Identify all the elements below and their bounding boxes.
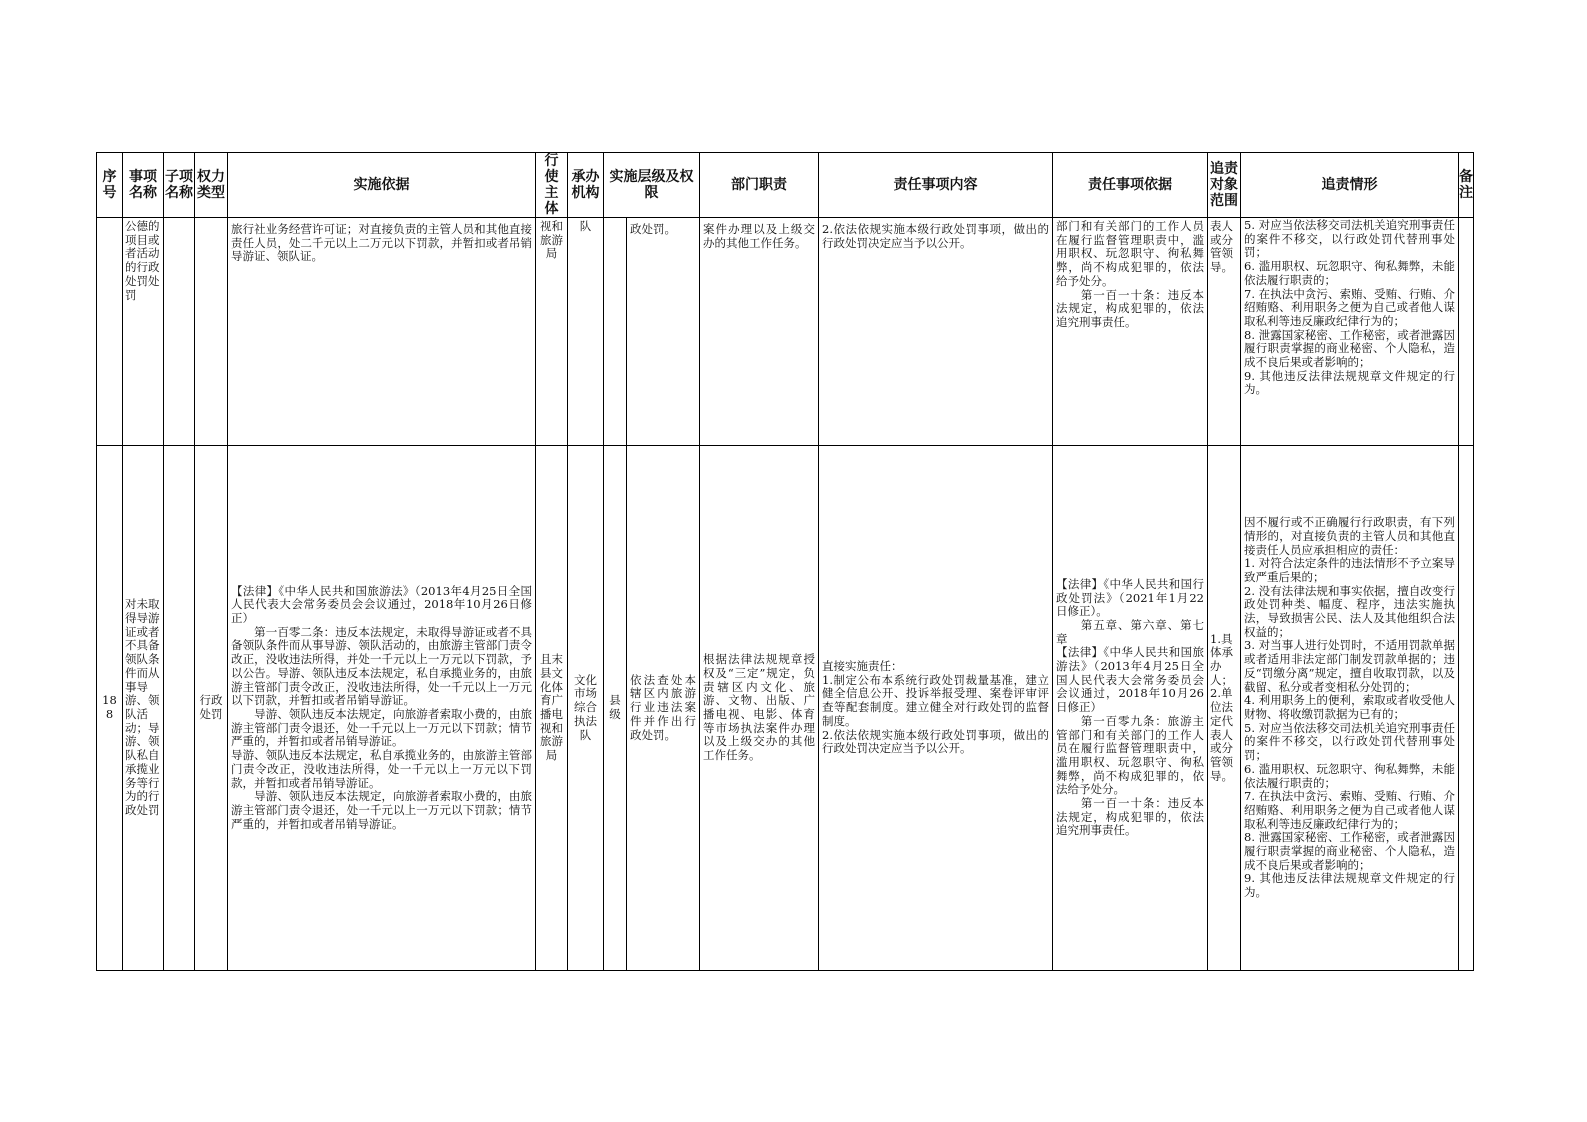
header-level-authority: 实施层级及权限 bbox=[604, 153, 700, 218]
cell-level: 县级 bbox=[604, 446, 627, 971]
cell-duties: 根据法律法规规章授权及“三定”规定，负责辖区内文化、旅游、文物、出版、广播电视、电影、体育等市场执法案件办理以及上级交办的其他工作任务。 bbox=[700, 446, 819, 971]
cell-accountability-scope: 表人或分管领导。 bbox=[1208, 218, 1241, 446]
power-list-table bbox=[96, 152, 1474, 971]
cell-authority: 依法查处本辖区内旅游行业违法案件并作出行政处罚。 bbox=[627, 446, 700, 971]
cell-accountability-cases: 因不履行或不正确履行行政职责，有下列情形的，对直接负责的主管人员和其他直接责任人员应承担相应的责任： 1. 对符合法定条件的违法情形不予立案导致严重后果的； 2. 没有法律法规和事实依据，擅自改变行政处罚种类、幅度、程序，违法实施执法，导致损害公民、法人及其他组织合法权益的； 3. 对当事人进行处罚时，不适用罚款单据或者适用非法定部门制发罚款单据的；违反“罚缴分离”规定，擅自收取罚款，以及截留、私分或者变相私分处罚的； 4. 利用职务上的便利，索取或者收受他人财物、将收缴罚款据为已有的； 5. 对应当依法移交司法机关追究刑事责任的案件不移交，以行政处罚代替刑事处罚； 6. 滥用职权、玩忽职守、徇私舞弊，未能依法履行职责的； 7. 在执法中贪污、索贿、受贿、行贿、介绍贿赂、利用职务之便为自己或者他人谋取私利等违反廉政纪律行为的； 8. 泄露国家秘密、工作秘密，或者泄露因履行职责掌握的商业秘密、个人隐私，造成不良后果或者影响的； 9. 其他违反法律法规规章文件规定的行为。 bbox=[1241, 446, 1459, 971]
header-accountability-cases: 追责情形 bbox=[1241, 153, 1459, 218]
cell-responsibility: 直接实施责任： 1.制定公布本系统行政处罚裁量基准，建立健全信息公开、投诉举报受理、案卷评审评查等配套制度。建立健全对行政处罚的监督制度。 2.依法依规实施本级行政处罚事项，做出的行政处罚决定应当予以公开。 bbox=[819, 446, 1053, 971]
cell-power-type bbox=[195, 218, 228, 446]
header-undertaker: 承办机构 bbox=[568, 153, 604, 218]
cell-sub-item bbox=[164, 446, 195, 971]
header-seq: 序号 bbox=[97, 153, 123, 218]
header-remarks: 备注 bbox=[1459, 153, 1474, 218]
cell-seq bbox=[97, 218, 123, 446]
cell-seq: 188 bbox=[97, 446, 123, 971]
cell-remarks bbox=[1459, 446, 1474, 971]
cell-accountability-cases: 5. 对应当依法移交司法机关追究刑事责任的案件不移交，以行政处罚代替刑事处罚； 6. 滥用职权、玩忽职守、徇私舞弊，未能依法履行职责的； 7. 在执法中贪污、索贿、受贿、行贿、介绍贿赂、利用职务之便为自己或者他人谋取私利等违反廉政纪律行为的； 8. 泄露国家秘密、工作秘密，或者泄露因履行职责掌握的商业秘密、个人隐私，造成不良后果或者影响的； 9. 其他违反法律法规规章文件规定的行为。 bbox=[1241, 218, 1459, 446]
cell-duties: 案件办理以及上级交办的其他工作任务。 bbox=[700, 218, 819, 446]
header-subject: 行使主体 bbox=[536, 153, 568, 218]
cell-remarks bbox=[1459, 218, 1474, 446]
header-power-type: 权力类型 bbox=[195, 153, 228, 218]
table-row bbox=[97, 218, 1474, 446]
cell-authority: 政处罚。 bbox=[627, 218, 700, 446]
cell-level bbox=[604, 218, 627, 446]
table-row bbox=[97, 446, 1474, 971]
cell-undertaker: 队 bbox=[568, 218, 604, 446]
cell-undertaker: 文化市场综合执法队 bbox=[568, 446, 604, 971]
cell-subject: 视和旅游局 bbox=[536, 218, 568, 446]
cell-basis: 【法律】《中华人民共和国旅游法》（2013年4月25日全国人民代表大会常务委员会会议通过，2018年10月26日修正） 第一百零二条：违反本法规定，未取得导游证或者不具备领队条件而从事导游、领队活动的，由旅游主管部门责令改正，没收违法所得，并处一千元以上一万元以下罚款，予以公告。导游、领队违反本法规定，私自承揽业务的，由旅游主管部门责令改正，没收违法所得，处一千元以上一万元以下罚款，并暂扣或者吊销导游证。 导游、领队违反本法规定，向旅游者索取小费的，由旅游主管部门责令退还，处一千元以上一万元以下罚款；情节严重的，并暂扣或者吊销导游证。 导游、领队违反本法规定，私自承揽业务的，由旅游主管部门责令改正，没收违法所得，处一千元以上一万元以下罚款，并暂扣或者吊销导游证。 导游、领队违反本法规定，向旅游者索取小费的，由旅游主管部门责令退还，处一千元以上一万元以下罚款；情节严重的，并暂扣或者吊销导游证。 bbox=[228, 446, 536, 971]
cell-power-type: 行政处罚 bbox=[195, 446, 228, 971]
header-accountability-scope: 追责对象范围 bbox=[1208, 153, 1241, 218]
header-responsibility-basis: 责任事项依据 bbox=[1053, 153, 1208, 218]
header-item-name: 事项名称 bbox=[123, 153, 164, 218]
cell-accountability-scope: 1.具体承办人； 2.单位法定代表人或分管领导。 bbox=[1208, 446, 1241, 971]
header-responsibility: 责任事项内容 bbox=[819, 153, 1053, 218]
cell-basis: 旅行社业务经营许可证；对直接负责的主管人员和其他直接责任人员，处二千元以上二万元以下罚款，并暂扣或者吊销导游证、领队证。 bbox=[228, 218, 536, 446]
cell-sub-item bbox=[164, 218, 195, 446]
header-duties: 部门职责 bbox=[700, 153, 819, 218]
cell-item-name: 对未取得导游证或者不具备领队条件而从事导游、领队活动；导游、领队私自承揽业务等行为的行政处罚 bbox=[123, 446, 164, 971]
cell-responsibility: 2.依法依规实施本级行政处罚事项，做出的行政处罚决定应当予以公开。 bbox=[819, 218, 1053, 446]
header-basis: 实施依据 bbox=[228, 153, 536, 218]
cell-item-name: 公德的项目或者活动的行政处罚处罚 bbox=[123, 218, 164, 446]
cell-subject: 且末县文化体育广播电视和旅游局 bbox=[536, 446, 568, 971]
cell-responsibility-basis: 部门和有关部门的工作人员在履行监督管理职责中，滥用职权、玩忽职守、徇私舞弊，尚不构成犯罪的，依法给予处分。 第一百一十条：违反本法规定，构成犯罪的，依法追究刑事责任。 bbox=[1053, 218, 1208, 446]
header-sub-item: 子项名称 bbox=[164, 153, 195, 218]
cell-responsibility-basis: 【法律】《中华人民共和国行政处罚法》（2021年1月22日修正）。 第五章、第六章、第七章 【法律】《中华人民共和国旅游法》（2013年4月25日全国人民代表大会常务委员会会议通过，2018年10月26日修正） 第一百零九条：旅游主管部门和有关部门的工作人员在履行监督管理职责中，滥用职权、玩忽职守、徇私舞弊，尚不构成犯罪的，依法给予处分。 第一百一十条：违反本法规定，构成犯罪的，依法追究刑事责任。 bbox=[1053, 446, 1208, 971]
table-header-row bbox=[97, 153, 1474, 218]
